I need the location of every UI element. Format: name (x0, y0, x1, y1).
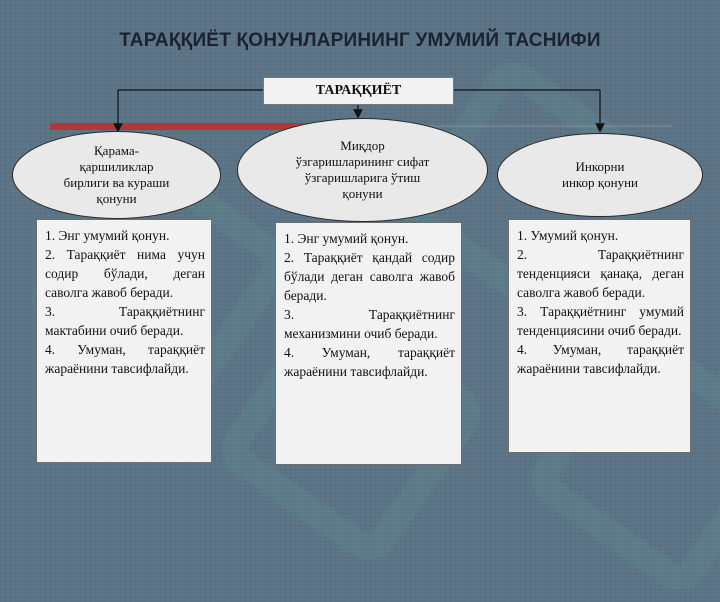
root-concept-box: ТАРАҚҚИЁТ (263, 77, 454, 105)
list-item: 4. Умуман, тараққиёт жараёнини тавсифлайди. (45, 342, 205, 376)
list-item: 3. Тараққиётнинг мактабини очиб беради. (45, 304, 205, 338)
law-name-line: ўзгаришларига ўтиш (304, 170, 421, 185)
list-item: 2. Тараққиёт нима учун содир бўлади, деган саволга жавоб беради. (45, 247, 205, 300)
law-name-line: Миқдор (340, 138, 385, 153)
list-item: 1. Энг умумий қонун. (284, 231, 409, 246)
list-item: 2. Тараққиёт қандай содир бўлади деган саволга жавоб беради. (284, 250, 455, 303)
law-name-line: Инкорни (575, 159, 625, 174)
diagram-title: ТАРАҚҚИЁТ ҚОНУНЛАРИНИНГ УМУМИЙ ТАСНИФИ (119, 30, 601, 51)
list-item: 4. Умуман, тараққиёт жараёнини тавсифлайди. (517, 342, 684, 376)
law-ellipse-2 (237, 118, 488, 222)
list-item: 4. Умуман, тараққиёт жараёнини тавсифлайди. (284, 345, 455, 379)
law-name-line: қонуни (342, 186, 383, 201)
list-item: 1. Умумий қонун. (517, 228, 619, 243)
law-name-line: ўзгаришларининг сифат (295, 154, 430, 169)
law-description-box-2 (275, 222, 462, 465)
list-item: 1. Энг умумий қонун. (45, 228, 170, 243)
law-name-line: қаршиликлар (79, 159, 154, 174)
law-description-box-3 (508, 219, 691, 453)
law-ellipse-1 (12, 131, 221, 219)
law-description-box-1 (36, 219, 212, 463)
list-item: 3. Тараққиётнинг умумий тенденциясини очиб беради. (517, 304, 684, 338)
law-name-line: Қарама- (94, 143, 139, 158)
law-ellipse-3 (497, 133, 703, 217)
law-name-line: бирлиги ва кураши (63, 175, 170, 190)
list-item: 3. Тараққиётнинг механизмини очиб беради. (284, 307, 455, 341)
list-item: 2. Тараққиётнинг тенденцияси қанақа, деган саволга жавоб беради. (517, 247, 684, 300)
law-name-line: қонуни (96, 191, 137, 206)
law-name-line: инкор қонуни (561, 175, 638, 190)
